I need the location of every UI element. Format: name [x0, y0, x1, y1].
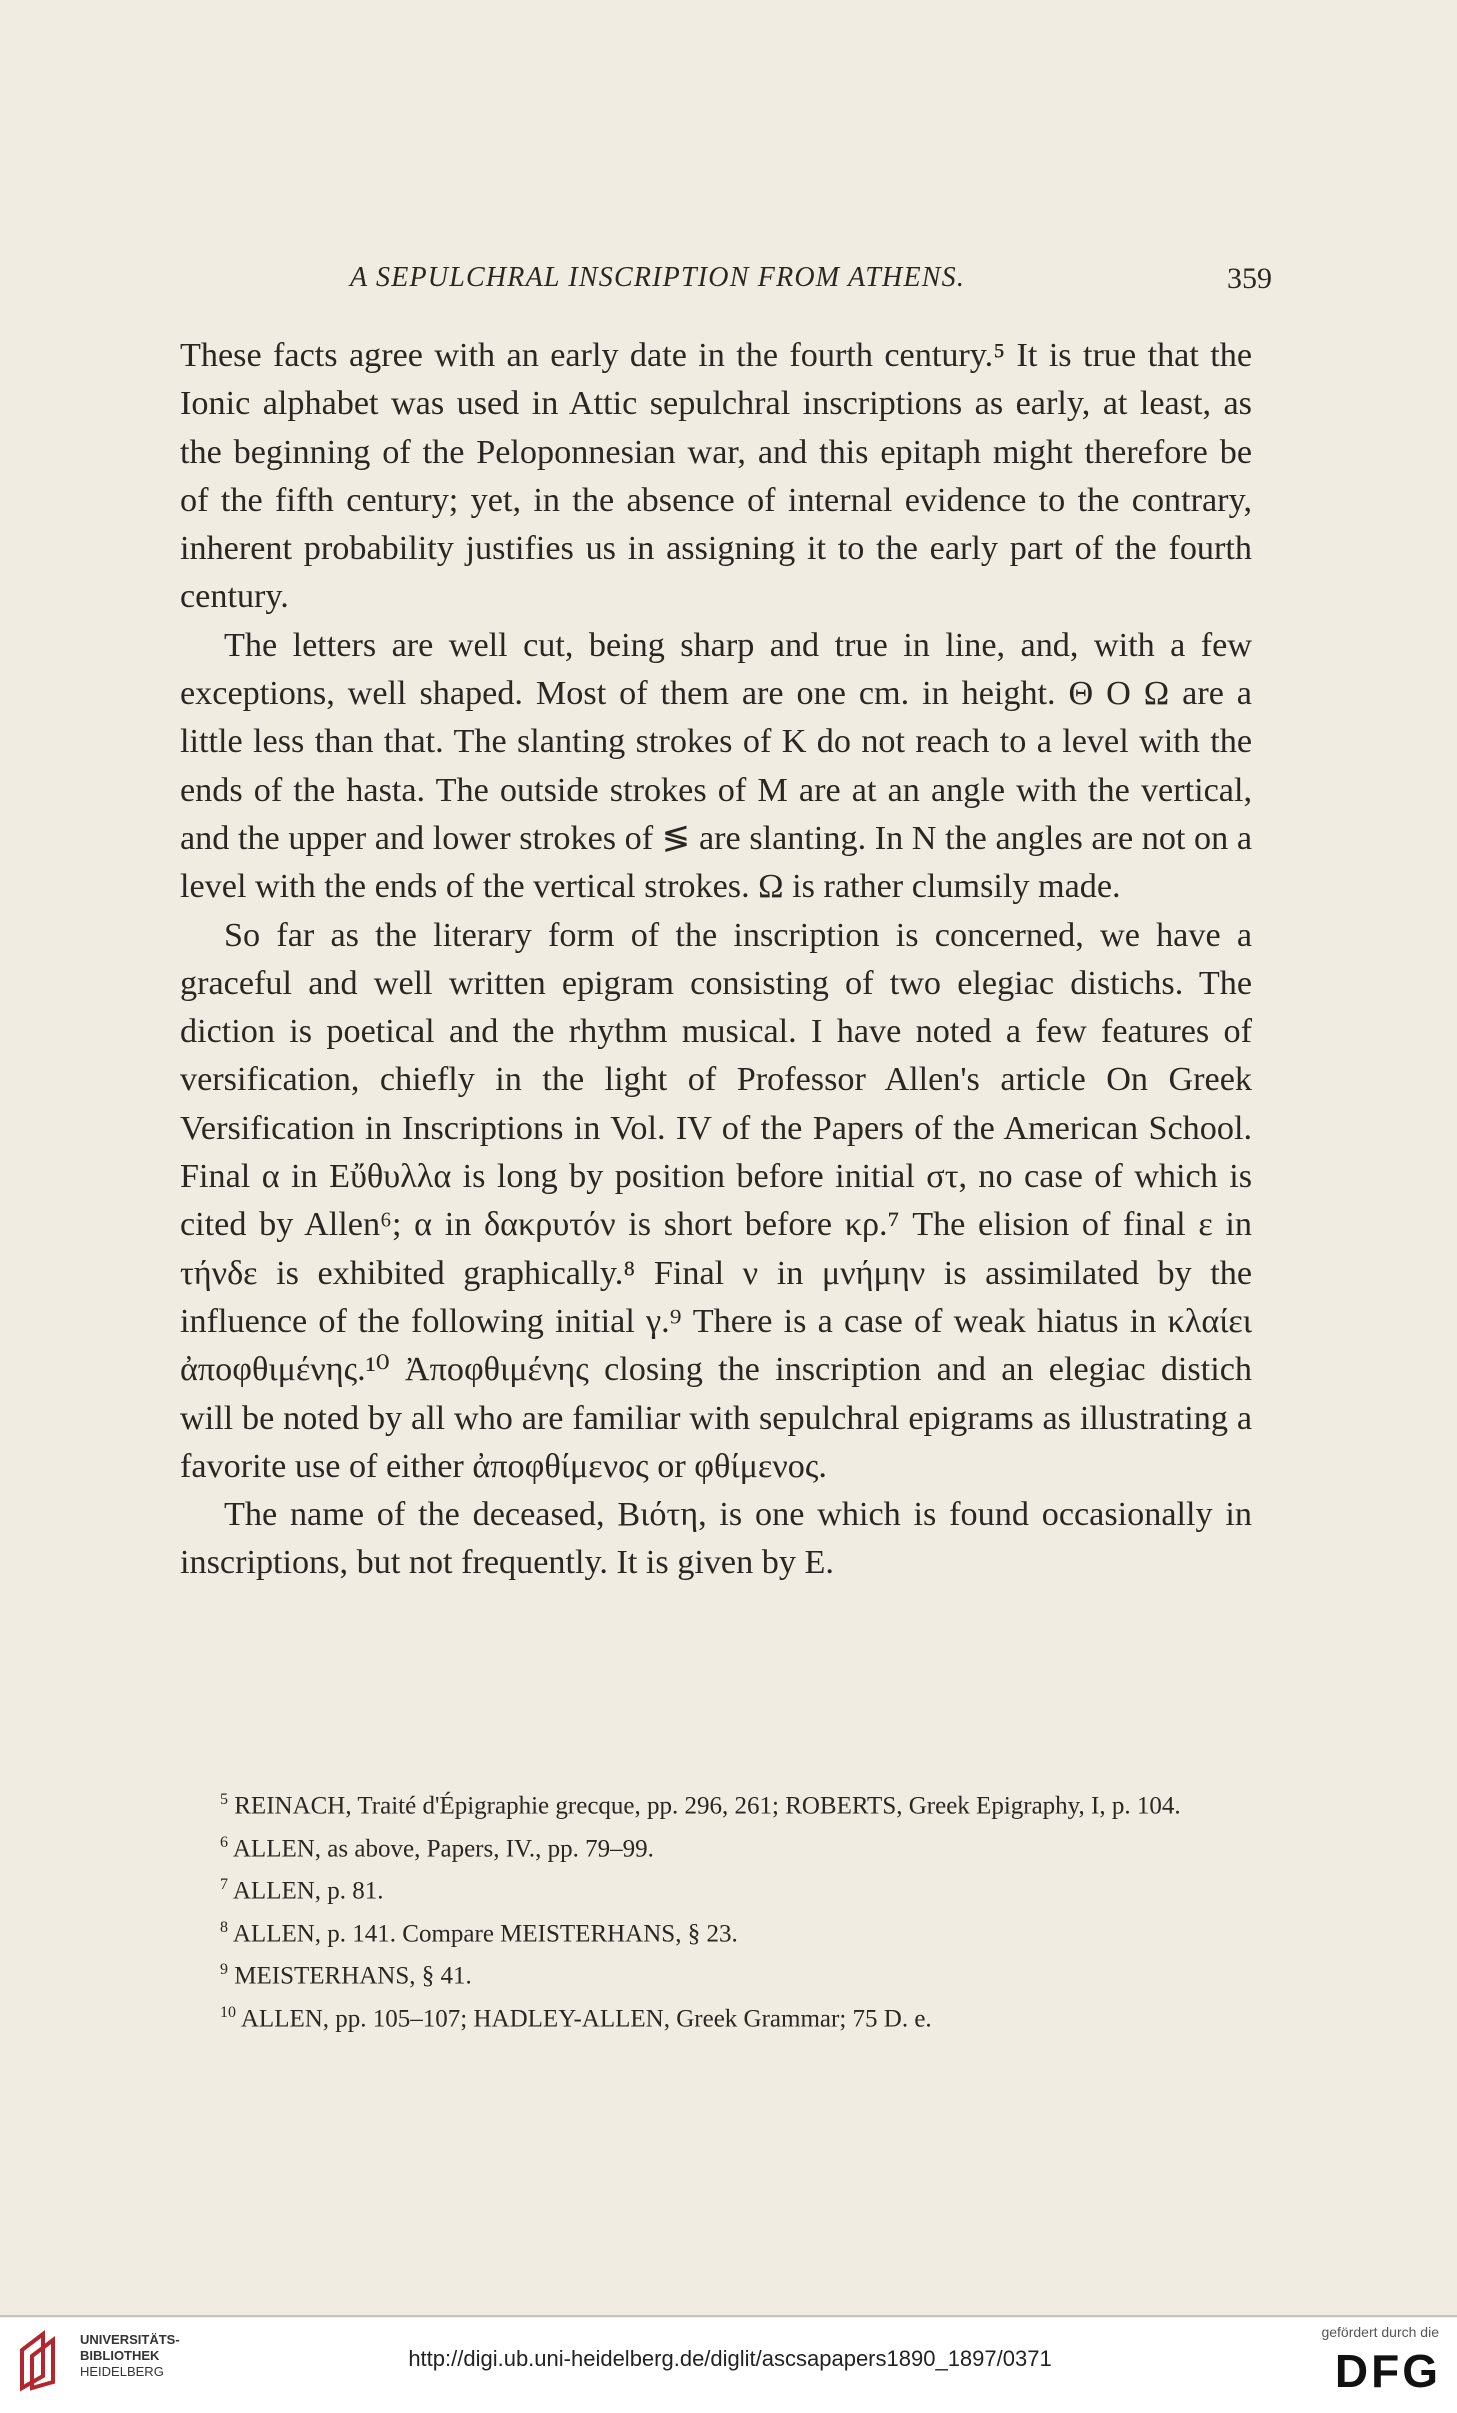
body-text: [180, 332, 1252, 1588]
library-name: UNIVERSITÄTS- BIBLIOTHEK HEIDELBERG: [80, 2332, 180, 2379]
page-header: [180, 262, 1272, 302]
running-title: A SEPULCHRAL INSCRIPTION FROM ATHENS.: [350, 262, 966, 293]
footer-bar: [0, 2318, 1457, 2413]
footer-divider: [0, 2315, 1457, 2317]
footnotes: [180, 1782, 1252, 2037]
footnote: $^6$ ALLEN, as above, Papers, IV., pp. 79–99.: [220, 1833, 654, 1862]
footnote: $^{10}$ ALLEN, pp. 105–107; HADLEY-ALLEN, Greek Grammar; 75 D. e.: [220, 2003, 932, 2032]
paragraph-1: These facts agree with an early date in the fourth century.⁵ It is true that the Ionic alphabet was used in Attic sepulchral inscriptions as early, at least, as the beginning of the Peloponnesian war, and this epitaph might therefore be of the fifth century; yet, in the absence of internal evidence to the contrary, inherent probability justifies us in assigning it to the early part of the fourth century.: [180, 337, 1252, 616]
page-number: 359: [1227, 262, 1272, 295]
footnote: $^8$ ALLEN, p. 141. Compare MEISTERHANS, § 23.: [220, 1918, 738, 1947]
funded-by-label: gefördert durch die: [1321, 2324, 1439, 2340]
footnote: $^7$ ALLEN, p. 81.: [220, 1876, 384, 1905]
dfg-logo: DFG: [1334, 2345, 1441, 2397]
paragraph-3: So far as the literary form of the inscription is concerned, we have a graceful and well written epigram consisting of two elegiac distichs. The diction is poetical and the rhythm musical. I have noted a few features of versification, chiefly in the light of Professor Allen's article On Greek Versification in Inscriptions in Vol. IV of the Papers of the American School. Final α in Εὔθυλλα is long by position before initial στ, no case of which is cited by Allen⁶; α in δακρυτόν is short before κρ.⁷ The elision of final ε in τήνδε is exhibited graphically.⁸ Final ν in μνήμην is assimilated by the influence of the following initial γ.⁹ There is a case of weak hiatus in κλαίει ἀποφθιμένης.¹⁰ Ἀποφθιμένης closing the inscription and an elegiac distich will be noted by all who are familiar with sepulchral epigrams as illustrating a favorite use of either ἀποφθίμενος or φθίμενος.: [180, 916, 1252, 1485]
footnote: $^9$ MEISTERHANS, § 41.: [220, 1961, 472, 1990]
footnote: $^5$ REINACH, Traité d'Épigraphie grecque, pp. 296, 261; ROBERTS, Greek Epigraphy, I, p. 104.: [220, 1791, 1181, 1820]
paragraph-4: The name of the deceased, Βιότη, is one which is found occasionally in inscriptions, but not frequently. It is given by E.: [180, 1496, 1252, 1582]
permalink-url[interactable]: http://digi.ub.uni-heidelberg.de/diglit/ascsapapers1890_1897/0371: [408, 2346, 1052, 2371]
paragraph-2: The letters are well cut, being sharp and true in line, and, with a few exceptions, well shaped. Most of them are one cm. in height. Θ Ο Ω are a little less than that. The slanting strokes of K do not reach to a level with the ends of the hasta. The outside strokes of M are at an angle with the vertical, and the upper and lower strokes of ≶ are slanting. In N the angles are not on a level with the ends of the vertical strokes. Ω is rather clumsily made.: [180, 626, 1252, 906]
university-library-logo-icon: [16, 2328, 70, 2392]
